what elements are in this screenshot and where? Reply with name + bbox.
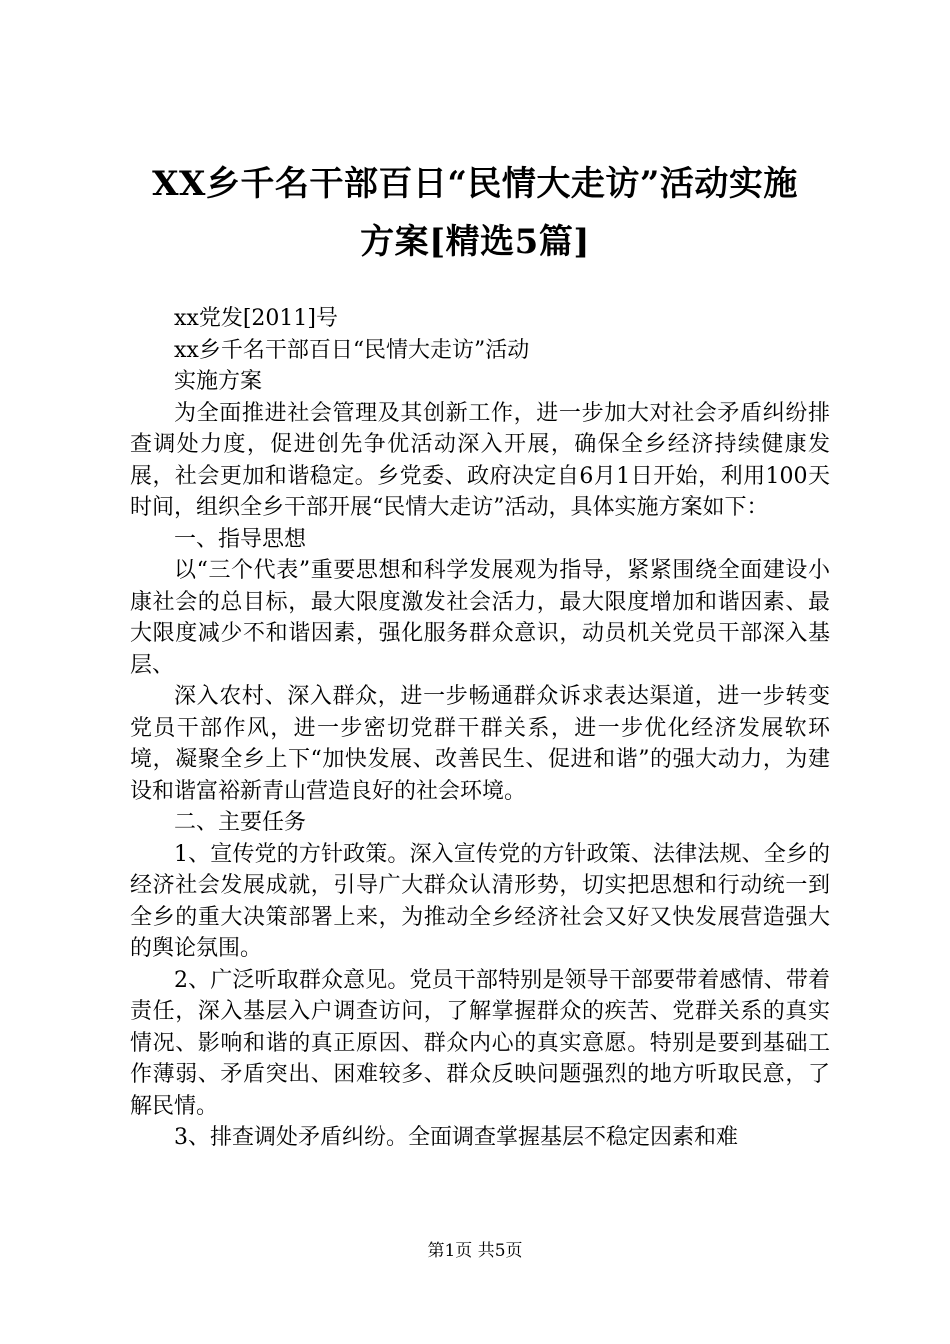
guiding-thought-paragraph: 以“三个代表”重要思想和科学发展观为指导，紧紧围绕全面建设小康社会的总目标，最大限度激发社会活力，最大限度增加和谐因素、最大限度减少不和谐因素，强化服务群众意识，动员机关党员干部深入基层、 — [130, 558, 830, 678]
task-3-paragraph: 3、排查调处矛盾纠纷。全面调查掌握基层不稳定因素和难 — [174, 1125, 738, 1150]
document-title-line1: XX乡千名干部百日“民情大走访”活动实施 — [152, 164, 798, 204]
document-number: xx党发[2011]号 — [174, 306, 338, 331]
subtitle-line1: xx乡千名干部百日“民情大走访”活动 — [174, 337, 530, 363]
task-2-paragraph: 2、广泛听取群众意见。党员干部特别是领导干部要带着感情、带着责任，深入基层入户调查访问，了解掌握群众的疾苦、党群关系的真实情况、影响和谐的真正原因、群众内心的真实意愿。特别是要到基础工作薄弱、矛盾突出、困难较多、群众反映问题强烈的地方听取民意，了解民情。 — [130, 967, 830, 1119]
task-1-paragraph: 1、宣传党的方针政策。深入宣传党的方针政策、法律法规、全乡的经济社会发展成就，引导广大群众认清形势，切实把思想和行动统一到全乡的重大决策部署上来，为推动全乡经济社会又好又快发展营造强大的舆论氛围。 — [130, 841, 830, 961]
intro-paragraph: 为全面推进社会管理及其创新工作，进一步加大对社会矛盾纠纷排查调处力度，促进创先争优活动深入开展，确保全乡经济持续健康发展，社会更加和谐稳定。乡党委、政府决定自6月1日开始，利用100天时间，组织全乡干部开展“民情大走访”活动，具体实施方案如下： — [130, 400, 830, 520]
document-title-line2: 方案[精选5篇] — [360, 222, 590, 262]
page-footer: 第1页 共5页 — [427, 1241, 523, 1261]
section-heading-guiding-thought: 一、指导思想 — [174, 526, 307, 552]
section-heading-main-tasks: 二、主要任务 — [174, 810, 307, 835]
document-body — [130, 303, 830, 1154]
guiding-thought-continued: 深入农村、深入群众，进一步畅通群众诉求表达渠道，进一步转变党员干部作风，进一步密切党群干群关系，进一步优化经济发展软环境，凝聚全乡上下“加快发展、改善民生、促进和谐”的强大动力，为建设和谐富裕新青山营造良好的社会环境。 — [130, 684, 830, 804]
subtitle-line2: 实施方案 — [174, 369, 263, 394]
